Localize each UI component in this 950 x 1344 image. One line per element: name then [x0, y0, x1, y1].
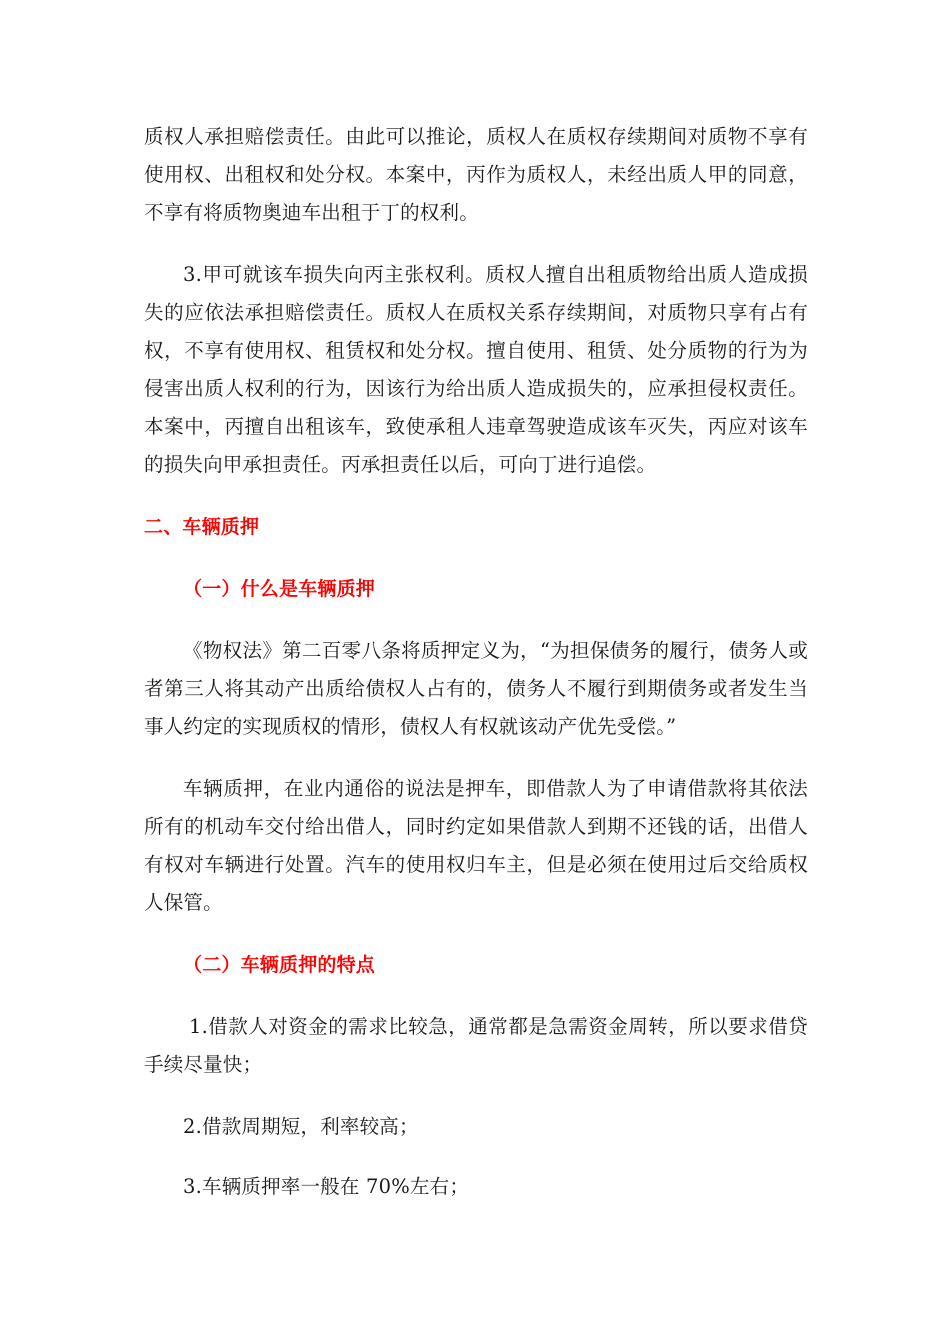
section-heading-vehicle-pledge: 二、车辆质押: [144, 516, 260, 538]
document-body: [144, 118, 808, 1230]
paragraph-claim-rights: 3.甲可就该车损失向丙主张权利。质权人擅自出租质物给出质人造成损失的应依法承担赔偿责任。质权人在质权关系存续期间，对质物只享有占有权，不享有使用权、租赁权和处分权。擅自使用、租赁、处分质物的行为为侵害出质人权利的行为，因该行为给出质人造成损失的，应承担侵权责任。本案中，丙擅自出租该车，致使承租人违章驾驶造成该车灭失，丙应对该车的损失向甲承担责任。丙承担责任以后，可向丁进行追偿。: [144, 263, 808, 476]
paragraph-property-law-definition: 《物权法》第二百零八条将质押定义为，“为担保债务的履行，债务人或者第三人将其动产出质给债权人占有的，债务人不履行到期债务或者发生当事人约定的实现质权的情形，债权人有权就该动产优先受偿。”: [144, 639, 808, 738]
list-item-feature-1: 1.借款人对资金的需求比较急，通常都是急需资金周转，所以要求借贷手续尽量快；: [144, 1015, 808, 1076]
list-item-feature-3: 3.车辆质押率一般在 70%左右；: [183, 1175, 470, 1198]
subsection-heading-what-is-vehicle-pledge: （一）什么是车辆质押: [183, 578, 376, 600]
paragraph-pledgee-liability: 质权人承担赔偿责任。由此可以推论，质权人在质权存续期间对质物不享有使用权、出租权和处分权。本案中，丙作为质权人，未经出质人甲的同意，不享有将质物奥迪车出租于丁的权利。: [144, 125, 808, 224]
subsection-heading-vehicle-pledge-features: （二）车辆质押的特点: [183, 954, 376, 976]
paragraph-vehicle-pledge-explanation: 车辆质押，在业内通俗的说法是押车，即借款人为了申请借款将其依法所有的机动车交付给出借人，同时约定如果借款人到期不还钱的话，出借人有权对车辆进行处置。汽车的使用权归车主，但是必须在使用过后交给质权人保管。: [144, 777, 808, 914]
list-item-feature-2: 2.借款周期短，利率较高；: [183, 1115, 419, 1138]
